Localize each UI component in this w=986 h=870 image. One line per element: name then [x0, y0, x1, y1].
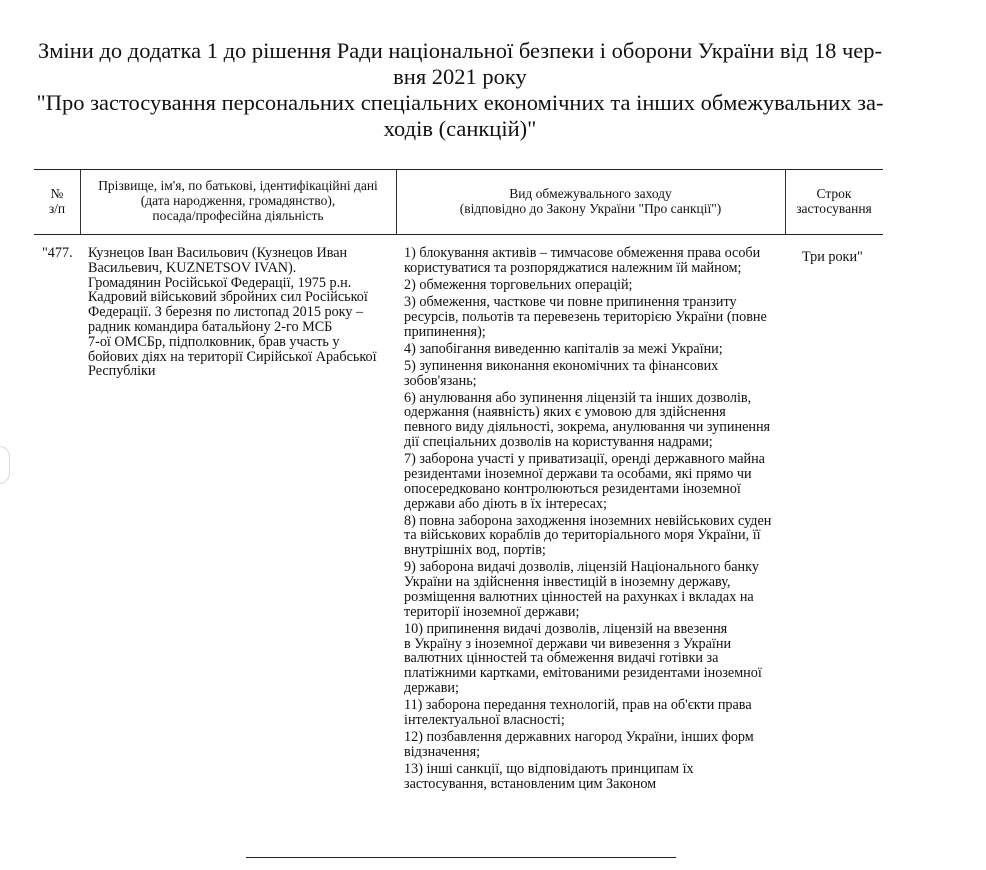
header-text: Строк — [816, 186, 852, 201]
header-person — [80, 178, 396, 223]
row-number: "477. — [42, 245, 73, 261]
measure-item — [404, 730, 784, 760]
measure-line: держави; — [404, 679, 459, 696]
measure-line: 10) припинення видачі дозволів, ліцензій на ввезення — [404, 620, 728, 637]
measure-line: 3) обмеження, часткове чи повне припинення транзиту — [404, 293, 737, 310]
measure-item — [404, 278, 784, 293]
measure-line: ресурсів, польотів та перевезень територією України (повне — [404, 308, 767, 325]
measure-line: внутрішніх вод, портів; — [404, 542, 546, 559]
person-line: Федерації. З березня по листопад 2015 року – — [88, 304, 364, 321]
person-line: бойових діях на території Сирійської Арабської — [88, 348, 377, 365]
table-header-rule — [34, 234, 883, 235]
measure-line: зобов'язань; — [404, 372, 477, 389]
measure-line: 13) інші санкції, що відповідають принципам їх — [404, 760, 694, 777]
measure-item — [404, 762, 784, 792]
measure-line: в Україну з іноземної держави чи вивезення з України — [404, 635, 732, 652]
person-line: Кадровий військовий збройних сил Російської — [88, 289, 368, 306]
table-top-rule — [34, 169, 883, 170]
measure-line: опосередковано контролюються резидентами іноземної — [404, 480, 741, 497]
measure-line: 1) блокування активів – тимчасове обмеження права особи — [404, 245, 761, 261]
measure-line: платіжними картками, емітованими резидентами іноземної — [404, 665, 762, 682]
measure-line: користуватися та розпоряджатися належним їй майном; — [404, 259, 742, 276]
measure-line: резидентами іноземної держави та особами, які прямо чи — [404, 465, 752, 482]
measure-line: 9) заборона видачі дозволів, ліцензій Національного банку — [404, 559, 759, 576]
person-line: 7-ої ОМСБр, підполковник, брав участь у — [88, 333, 340, 350]
measure-line: 12) позбавлення державних нагород України, інших форм — [404, 728, 754, 745]
measure-line: 6) анулювання або зупинення ліцензій та інших дозволів, — [404, 389, 752, 406]
header-term — [785, 186, 883, 216]
measure-line: відзначення; — [404, 743, 481, 760]
title-line: ходів (санкцій)" — [383, 116, 537, 141]
person-line: Васильевич, KUZNETSOV IVAN). — [88, 259, 297, 276]
title-line: "Про застосування персональних спеціальних економічних та інших обмежувальних за- — [36, 90, 884, 115]
header-text: (дата народження, громадянство), — [140, 193, 336, 208]
header-text: Прізвище, ім'я, по батькові, ідентифікаційні дані — [98, 178, 378, 193]
footer-rule — [246, 857, 676, 858]
measure-item — [404, 622, 784, 696]
person-line: Кузнецов Іван Васильович (Кузнецов Иван — [88, 245, 348, 261]
measure-item — [404, 295, 784, 339]
measure-line: 2) обмеження торговельних операцій; — [404, 276, 633, 293]
term-value: Три роки" — [802, 249, 863, 265]
header-text: з/п — [48, 201, 66, 216]
measure-item — [404, 514, 784, 558]
measure-line: розміщення валютних цінностей на рахунках і вкладах на — [404, 588, 754, 605]
measure-line: припинення); — [404, 323, 486, 340]
person-details — [88, 246, 388, 379]
measures-list — [404, 246, 784, 794]
header-number — [34, 186, 80, 216]
person-line: Громадянин Російської Федерації, 1975 р.н. — [88, 274, 352, 291]
header-text: посада/професійна діяльність — [152, 208, 324, 223]
measure-line: території іноземної держави; — [404, 603, 580, 620]
document-title — [30, 38, 890, 142]
measure-line: України на здійснення інвестицій в іноземну державу, — [404, 574, 731, 591]
measure-line: 7) заборона участі у приватизації, оренді державного майна — [404, 451, 765, 468]
measure-line: держави або діють в їх інтересах; — [404, 495, 607, 512]
title-line: Зміни до додатка 1 до рішення Ради національної безпеки і оборони України від 18 чер- — [37, 38, 882, 63]
measure-item — [404, 391, 784, 450]
measure-item — [404, 698, 784, 728]
measure-item — [404, 452, 784, 511]
measure-line: застосування, встановленим цим Законом — [404, 775, 657, 792]
header-measure — [396, 186, 785, 216]
measure-line: 11) заборона передання технологій, прав на об'єкти права — [404, 697, 752, 714]
person-line: Республіки — [88, 363, 156, 380]
measure-line: інтелектуальної власності; — [404, 711, 565, 728]
measure-item — [404, 342, 784, 357]
header-text: Вид обмежувального заходу — [509, 186, 672, 201]
measure-item — [404, 359, 784, 389]
title-line: вня 2021 року — [393, 64, 527, 89]
measure-line: певного виду діяльності, зокрема, анулювання чи зупинення — [404, 419, 771, 436]
page-scroll-handle[interactable] — [0, 446, 10, 484]
person-line: радник командира батальйону 2-го МСБ — [88, 318, 333, 335]
measure-line: 4) запобігання виведенню капіталів за межі України; — [404, 340, 723, 357]
measure-item — [404, 560, 784, 619]
measure-line: одержання (наявність) яких є умовою для здійснення — [404, 404, 726, 421]
measure-line: 5) зупинення виконання економічних та фінансових — [404, 357, 719, 374]
measure-line: валютних цінностей та обмеження видачі готівки за — [404, 650, 719, 667]
header-text: (відповідно до Закону України "Про санкції") — [459, 201, 722, 216]
measure-item — [404, 246, 784, 276]
measure-line: дії спеціальних дозволів на користування надрами; — [404, 434, 713, 451]
header-text: № — [50, 186, 64, 201]
measure-line: та військових кораблів до територіального моря України, її — [404, 527, 761, 544]
header-text: застосування — [796, 201, 872, 216]
measure-line: 8) повна заборона заходження іноземних невійськових суден — [404, 512, 772, 529]
